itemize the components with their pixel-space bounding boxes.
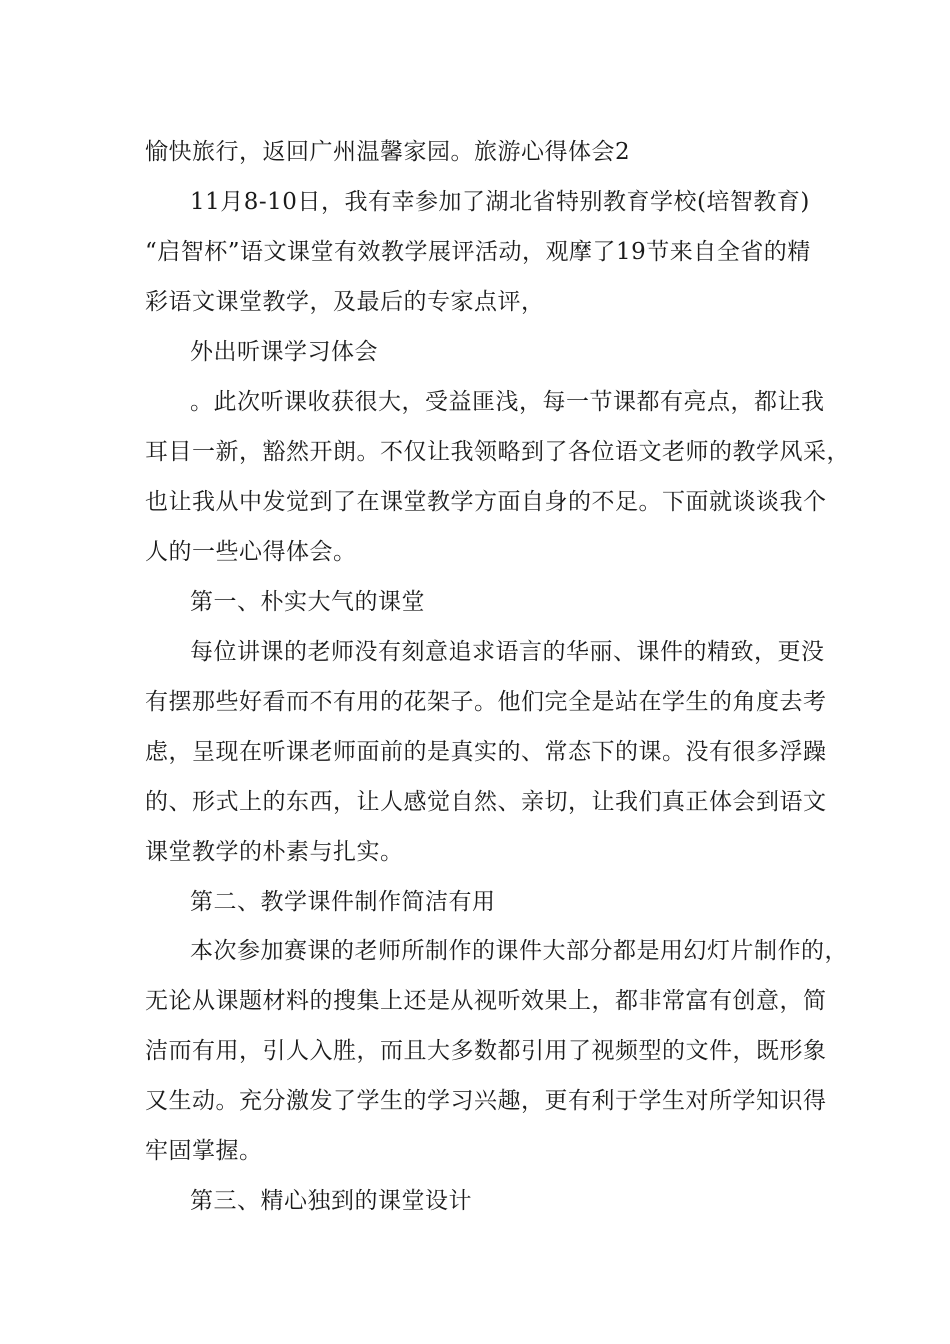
text-line: “启智杯”语文课堂有效教学展评活动，观摩了19节来自全省的精 bbox=[145, 239, 811, 265]
section-heading: 第三、精心独到的课堂设计 bbox=[190, 1188, 472, 1214]
text-line: 有摆那些好看而不有用的花架子。他们完全是站在学生的角度去考 bbox=[145, 689, 827, 715]
text-line: 虑，呈现在听课老师面前的是真实的、常态下的课。没有很多浮躁 bbox=[145, 739, 827, 765]
section-heading: 第一、朴实大气的课堂 bbox=[190, 589, 425, 615]
text-line: 彩语文课堂教学，及最后的专家点评， bbox=[145, 289, 545, 315]
text-line: 愉快旅行，返回广州温馨家园。旅游心得体会2 bbox=[145, 139, 631, 165]
text-line: 洁而有用，引人入胜，而且大多数都引用了视频型的文件，既形象 bbox=[145, 1038, 827, 1064]
text-line: 的、形式上的东西，让人感觉自然、亲切，让我们真正体会到语文 bbox=[145, 789, 827, 815]
text-line: 也让我从中发觉到了在课堂教学方面自身的不足。下面就谈谈我个 bbox=[145, 489, 827, 515]
text-line: 。此次听课收获很大，受益匪浅，每一节课都有亮点，都让我 bbox=[190, 389, 825, 415]
text-line: 牢固掌握。 bbox=[145, 1138, 263, 1164]
text-line: 人的一些心得体会。 bbox=[145, 539, 357, 565]
section-heading: 第二、教学课件制作简洁有用 bbox=[190, 889, 496, 915]
text-line: 课堂教学的朴素与扎实。 bbox=[145, 839, 404, 865]
text-line: 本次参加赛课的老师所制作的课件大部分都是用幻灯片制作的， bbox=[190, 938, 848, 964]
text-line: 无论从课题材料的搜集上还是从视听效果上，都非常富有创意，简 bbox=[145, 988, 827, 1014]
text-line: 又生动。充分激发了学生的学习兴趣，更有利于学生对所学知识得 bbox=[145, 1088, 827, 1114]
text-line: 耳目一新，豁然开朗。不仅让我领略到了各位语文老师的教学风采， bbox=[145, 439, 850, 465]
text-line: 外出听课学习体会 bbox=[190, 339, 378, 365]
text-line: 每位讲课的老师没有刻意追求语言的华丽、课件的精致，更没 bbox=[190, 639, 825, 665]
text-line: 11月8-10日，我有幸参加了湖北省特别教育学校(培智教育) bbox=[190, 189, 810, 215]
